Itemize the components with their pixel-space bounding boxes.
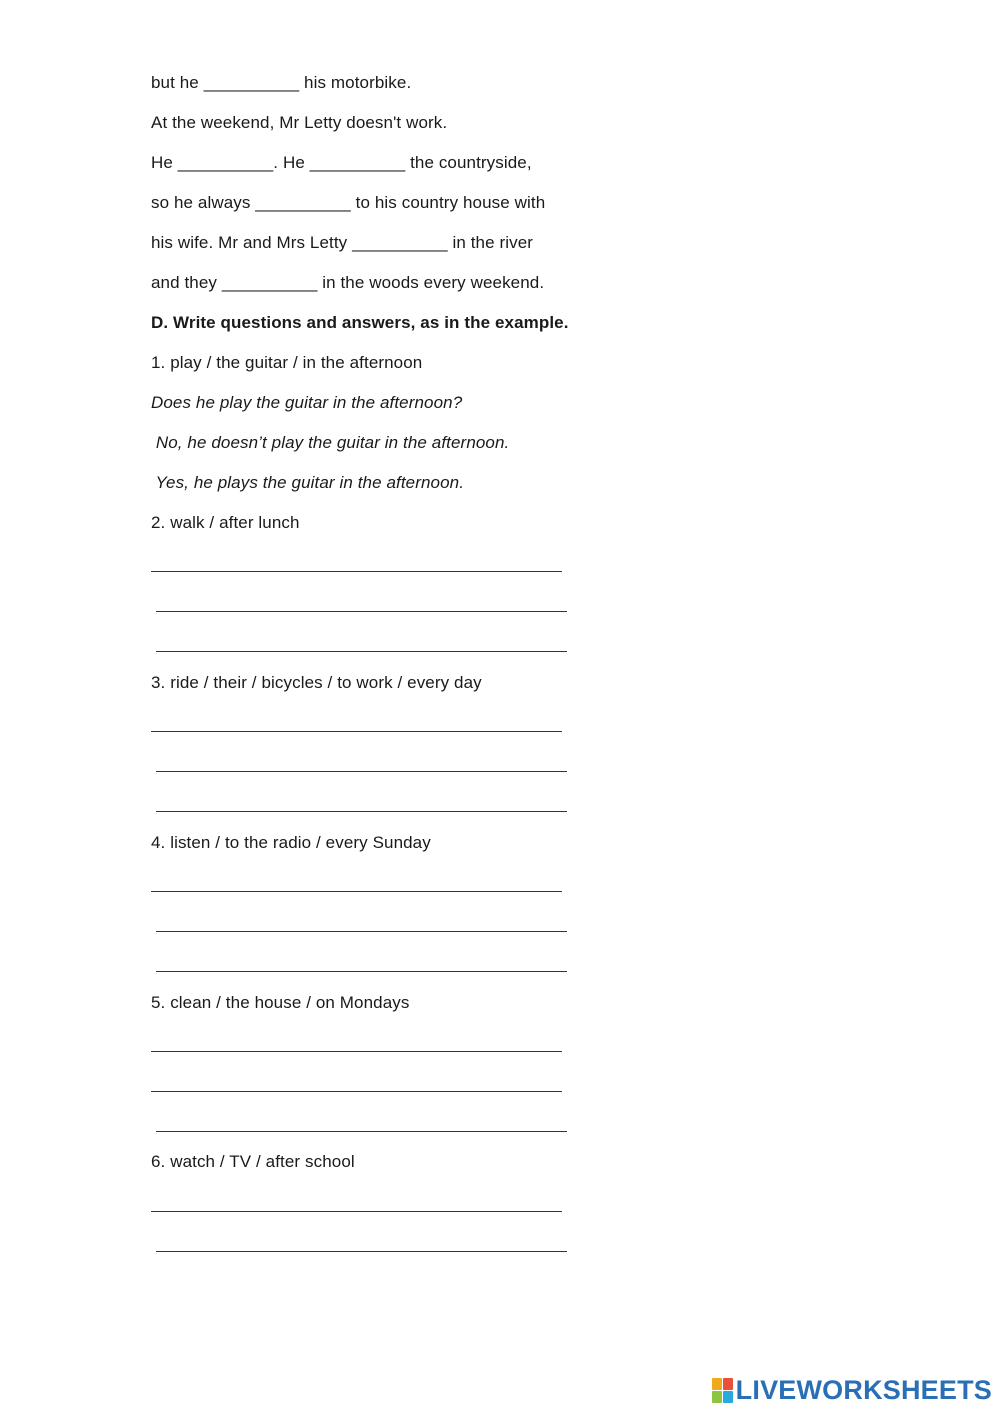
answer-line[interactable] — [156, 811, 567, 812]
answer-line[interactable] — [156, 771, 567, 772]
section-d-heading: D. Write questions and answers, as in the example. — [151, 313, 569, 332]
example-positive-answer: Yes, he plays the guitar in the afternoon. — [151, 473, 465, 492]
answer-line[interactable] — [156, 1251, 567, 1252]
answer-line[interactable] — [151, 571, 562, 572]
answer-line[interactable] — [151, 1091, 562, 1092]
answer-line[interactable] — [151, 891, 562, 892]
answer-line[interactable] — [151, 1051, 562, 1052]
story-line-3: He __________. He __________ the countryside, — [151, 153, 532, 172]
answer-line[interactable] — [156, 611, 567, 612]
exercise-prompt-3: 3. ride / their / bicycles / to work / every day — [151, 673, 482, 692]
story-line-2: At the weekend, Mr Letty doesn't work. — [151, 113, 448, 132]
exercise-prompt-5: 5. clean / the house / on Mondays — [151, 993, 410, 1012]
answer-line[interactable] — [156, 931, 567, 932]
story-line-6: and they __________ in the woods every weekend. — [151, 273, 545, 292]
exercise-prompt-2: 2. walk / after lunch — [151, 513, 300, 532]
example-question: Does he play the guitar in the afternoon? — [151, 393, 463, 412]
story-line-1: but he __________ his motorbike. — [151, 73, 412, 92]
answer-line[interactable] — [151, 1211, 562, 1212]
answer-line[interactable] — [156, 971, 567, 972]
example-prompt: 1. play / the guitar / in the afternoon — [151, 353, 423, 372]
logo-text: LIVEWORKSHEETS — [735, 1374, 992, 1405]
example-negative-answer: No, he doesn’t play the guitar in the afternoon. — [151, 433, 510, 452]
exercise-prompt-6: 6. watch / TV / after school — [151, 1152, 355, 1171]
answer-line[interactable] — [151, 731, 562, 732]
story-line-5: his wife. Mr and Mrs Letty __________ in the river — [151, 233, 534, 252]
liveworksheets-logo-icon — [712, 1378, 733, 1403]
liveworksheets-logo — [712, 1375, 992, 1405]
story-line-4: so he always __________ to his country house with — [151, 193, 546, 212]
exercise-prompt-4: 4. listen / to the radio / every Sunday — [151, 833, 431, 852]
answer-line[interactable] — [156, 1131, 567, 1132]
answer-line[interactable] — [156, 651, 567, 652]
